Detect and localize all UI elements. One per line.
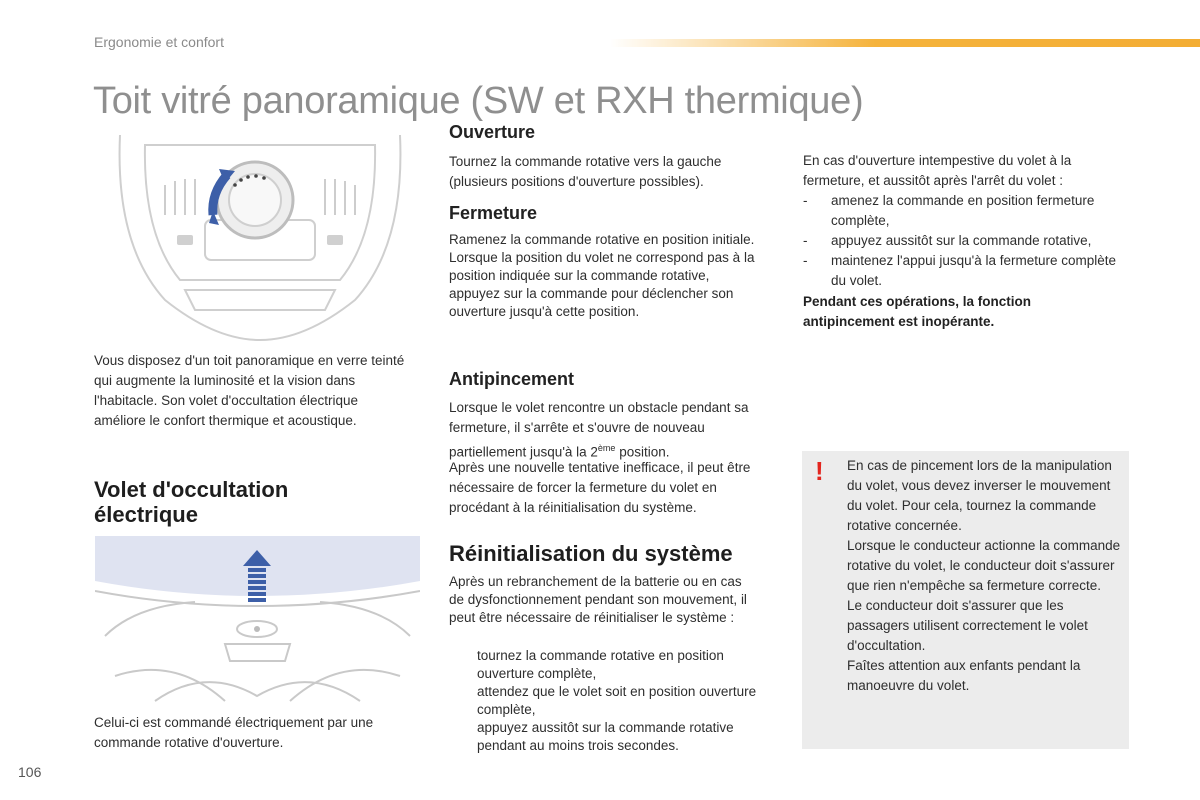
- antipincement-heading: Antipincement: [449, 369, 575, 389]
- dash-marker: -: [803, 193, 808, 208]
- warning-paragraph-4: Faîtes attention aux enfants pendant la manoeuvre du volet.: [847, 658, 1081, 693]
- fermeture-text: Ramenez la commande rotative en position initiale. Lorsque la position du volet ne correspond pas à la position indiquée sur la commande rotative, appuyez sur la commande pour déclencher son ouverture jusqu'à cette position.: [449, 232, 755, 319]
- list-item-text: appuyez aussitôt sur la commande rotative pendant au moins trois secondes.: [477, 720, 734, 753]
- superscript-eme: ème: [597, 443, 616, 453]
- right-dash-list: [803, 191, 1133, 291]
- bold-note-text: Pendant ces opérations, la fonction antipincement est inopérante.: [803, 294, 1032, 329]
- list-item: [449, 683, 779, 719]
- dash-marker: -: [803, 233, 808, 248]
- volet-heading: Volet d'occultation électrique: [94, 477, 289, 527]
- antipincement-text-part-1: Lorsque le volet rencontre un obstacle pendant sa fermeture, il s'arrête et s'ouvre de nouveau partiellement jusqu'à la 2: [449, 400, 749, 460]
- list-item-text: appuyez aussitôt sur la commande rotative,: [831, 233, 1092, 248]
- header-accent-bar: [610, 39, 1200, 47]
- reinit-steps-list: [449, 647, 779, 755]
- panoramic-roof-illustration: [95, 536, 420, 706]
- list-item: [803, 231, 1133, 251]
- intro-paragraph: Vous disposez d'un toit panoramique en verre teinté qui augmente la luminosité et la vision dans l'habitacle. Son volet d'occultation électrique améliore le confort thermique et acoustique.: [94, 353, 405, 428]
- antipincement-text-part-2: position.: [615, 444, 670, 460]
- dash-marker: -: [803, 253, 808, 268]
- page-title: Toit vitré panoramique (SW et RXH thermique): [93, 80, 864, 122]
- list-item: [449, 647, 779, 683]
- list-item-text: amenez la commande en position fermeture complète,: [831, 193, 1095, 228]
- warning-text: [847, 456, 1122, 696]
- bold-note: [803, 292, 1103, 332]
- antipincement-text: [449, 398, 774, 463]
- warning-paragraph-1: En cas de pincement lors de la manipulation du volet, vous devez inverser le mouvement du volet. Pour cela, tournez la commande rotative concernée.: [847, 458, 1112, 533]
- list-item: [803, 251, 1133, 291]
- list-item-text: tournez la commande rotative en position ouverture complète,: [477, 648, 724, 681]
- right-intro: En cas d'ouverture intempestive du volet à la fermeture, et aussitôt après l'arrêt du volet :: [803, 153, 1072, 188]
- warning-paragraph-3: Le conducteur doit s'assurer que les passagers utilisent correctement le volet d'occultation.: [847, 598, 1088, 653]
- figure-caption: Celui-ci est commandé électriquement par une commande rotative d'ouverture.: [94, 715, 374, 750]
- ouverture-text: Tournez la commande rotative vers la gauche (plusieurs positions d'ouverture possibles).: [449, 154, 722, 189]
- list-item-text: maintenez l'appui jusqu'à la fermeture complète du volet.: [831, 253, 1117, 288]
- overhead-console-illustration: [95, 125, 425, 345]
- section-label: Ergonomie et confort: [94, 34, 224, 50]
- list-item-text: attendez que le volet soit en position ouverture complète,: [477, 684, 757, 717]
- ouverture-heading: Ouverture: [449, 122, 536, 142]
- list-item: [449, 719, 779, 755]
- warning-icon: !: [815, 456, 824, 486]
- reinit-intro: Après un rebranchement de la batterie ou en cas de dysfonctionnement pendant son mouvement, il peut être nécessaire de réinitialiser le système :: [449, 574, 747, 625]
- list-item: [803, 191, 1133, 231]
- antipincement-text-2: Après une nouvelle tentative inefficace, il peut être nécessaire de forcer la fermeture du volet en procédant à la réinitialisation du système.: [449, 460, 751, 515]
- warning-paragraph-2: Lorsque le conducteur actionne la commande rotative du volet, le conducteur doit s'assurer que rien n'empêche sa fermeture correcte.: [847, 538, 1121, 593]
- page-number: 106: [18, 764, 42, 780]
- reinit-heading: Réinitialisation du système: [449, 541, 733, 566]
- fermeture-heading: Fermeture: [449, 203, 538, 223]
